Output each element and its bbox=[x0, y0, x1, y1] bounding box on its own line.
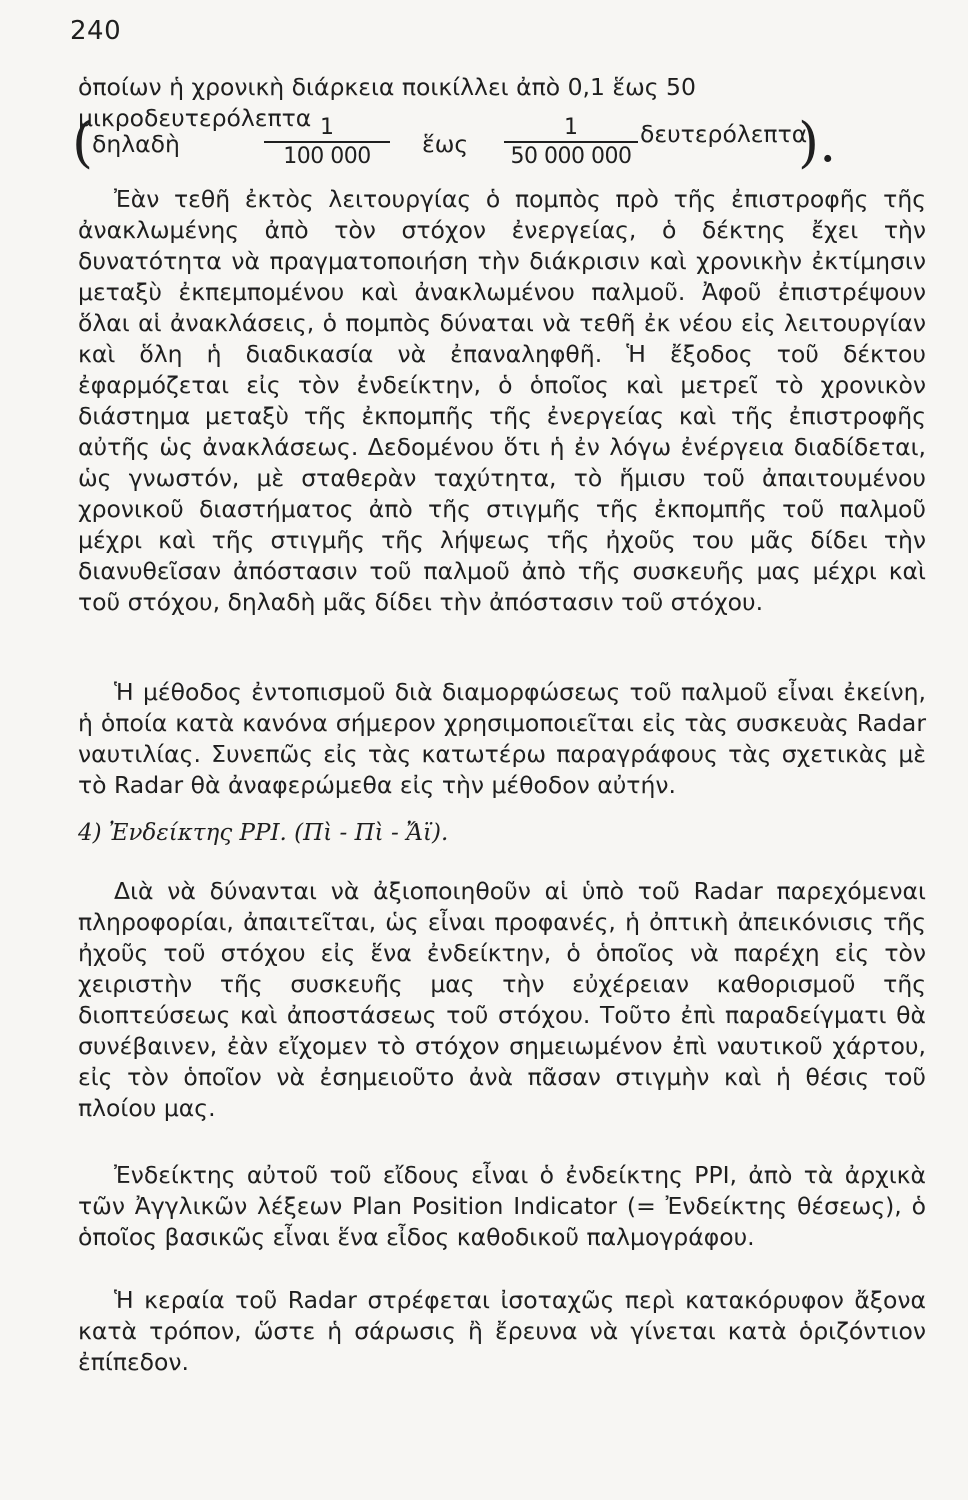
paragraph-5: Ἡ κεραία τοῦ Radar στρέφεται ἰσοταχῶς περὶ κατακόρυφον ἄξονα κατὰ τρόπον, ὥστε ἡ σάρωσις ἢ ἔρευνα νὰ γίνεται κατὰ ὁριζόντιον ἐπίπεδον. bbox=[78, 1286, 926, 1376]
fraction-2 bbox=[504, 116, 638, 169]
fraction-1-bar bbox=[264, 141, 390, 143]
fraction-1 bbox=[264, 116, 390, 169]
fraction-2-denominator: 50 000 000 bbox=[510, 143, 632, 169]
word-seconds: δευτερόλεπτα bbox=[640, 120, 808, 148]
fraction-1-denominator: 100 000 bbox=[283, 143, 371, 169]
word-eos: ἕως bbox=[422, 130, 469, 158]
word-dilady: δηλαδὴ bbox=[92, 130, 180, 158]
open-parenthesis: ( bbox=[72, 111, 94, 174]
page-number: 240 bbox=[70, 16, 122, 46]
fraction-2-bar bbox=[504, 141, 638, 143]
paragraph-4: Ἐνδείκτης αὐτοῦ τοῦ εἴδους εἶναι ὁ ἐνδείκτης PPI, ἀπὸ τὰ ἀρχικὰ τῶν Ἀγγλικῶν λέξεων Plan Position Indicator (= Ἐνδείκτης θέσεως), ὁ ὁποῖος βασικῶς εἶναι ἕνα εἶδος καθοδικοῦ παλμογράφου. bbox=[78, 1161, 926, 1251]
paragraph-2: Ἡ μέθοδος ἐντοπισμοῦ διὰ διαμορφώσεως τοῦ παλμοῦ εἶναι ἐκείνη, ἡ ὁποία κατὰ κανόνα σήμερον χρησιμοποιεῖται εἰς τὰς συσκευὰς Radar ναυτιλίας. Συνεπῶς εἰς τὰς κατωτέρω παραγράφους τὰς σχετικὰς μὲ τὸ Radar θὰ ἀναφερώμεθα εἰς τὴν μέθοδον αὐτήν. bbox=[78, 678, 926, 799]
fraction-2-numerator: 1 bbox=[564, 115, 578, 140]
fraction-expression bbox=[72, 111, 926, 178]
close-parenthesis: ). bbox=[798, 111, 837, 174]
section-heading: 4) Ἐνδείκτης PPI. (Πὶ - Πὶ - Ἄϊ). bbox=[78, 820, 449, 846]
paragraph-3: Διὰ νὰ δύνανται νὰ ἀξιοποιηθοῦν αἱ ὑπὸ τοῦ Radar παρεχόμεναι πληροφορίαι, ἀπαιτεῖται, ὡς εἶναι προφανές, ἡ ὀπτικὴ ἀπεικόνισις τῆς ἠχοῦς τοῦ στόχου εἰς ἕνα ἐνδείκτην, ὁ ὁποῖος νὰ παρέχη εἰς τὸν χειριστὴν τῆς συσκευῆς μας τὴν εὐχέρειαν καθορισμοῦ τῆς διοπτεύσεως καὶ ἀποστάσεως τοῦ στόχου. Τοῦτο ἐπὶ παραδείγματι θὰ συνέβαινεν, ἐὰν εἴχομεν τὸ στόχον σημειωμένον ἐπὶ ναυτικοῦ χάρτου, εἰς τὸν ὁποῖον νὰ ἐσημειοῦτο ἀνὰ πᾶσαν στιγμὴν καὶ ἡ θέσις τοῦ πλοίου μας. bbox=[78, 877, 926, 1122]
text-line-first: ὁποίων ἡ χρονικὴ διάρκεια ποικίλλει ἀπὸ 0,1 ἕως 50 μικροδευτερόλεπτα bbox=[78, 73, 696, 132]
paragraph-1: Ἐὰν τεθῆ ἐκτὸς λειτουργίας ὁ πομπὸς πρὸ τῆς ἐπιστροφῆς τῆς ἀνακλωμένης ἀπὸ τὸν στόχον ἐνεργείας, ὁ δέκτης ἔχει τὴν δυνατότητα νὰ πραγματοποιήση τὴν διάκρισιν καὶ χρονικὴν ἐκτίμησιν μεταξὺ ἐκπεμπομένου καὶ ἀνακλωμένου παλμοῦ. Ἀφοῦ ἐπιστρέψουν ὅλαι αἱ ἀνακλάσεις, ὁ πομπὸς δύναται νὰ τεθῆ ἐκ νέου εἰς λειτουργίαν καὶ ὅλη ἡ διαδικασία νὰ ἐπαναληφθῆ. Ἡ ἔξοδος τοῦ δέκτου ἐφαρμόζεται εἰς τὸν ἐνδείκτην, ὁ ὁποῖος καὶ μετρεῖ τὸ χρονικὸν διάστημα μεταξὺ τῆς ἐκπομπῆς τῆς ἐνεργείας καὶ τῆς ἐπιστροφῆς αὐτῆς ὡς ἀνακλάσεως. Δεδομένου ὅτι ἡ ἐν λόγω ἐνέργεια διαδίδεται, ὡς γνωστόν, μὲ σταθερὰν ταχύτητα, τὸ ἥμισυ τοῦ ἀπαιτουμένου χρονικοῦ διαστήματος ἀπὸ τῆς στιγμῆς τῆς ἐκπομπῆς τοῦ παλμοῦ μέχρι καὶ τῆς στιγμῆς τῆς λήψεως τῆς ἠχοῦς του μᾶς δίδει τὴν διανυθεῖσαν ἀπόστασιν τοῦ παλμοῦ ἀπὸ τῆς συσκευῆς μας μέχρι καὶ τοῦ στόχου, δηλαδὴ μᾶς δίδει τὴν ἀπόστασιν τοῦ στόχου. bbox=[78, 185, 926, 616]
fraction-1-numerator: 1 bbox=[320, 115, 334, 140]
